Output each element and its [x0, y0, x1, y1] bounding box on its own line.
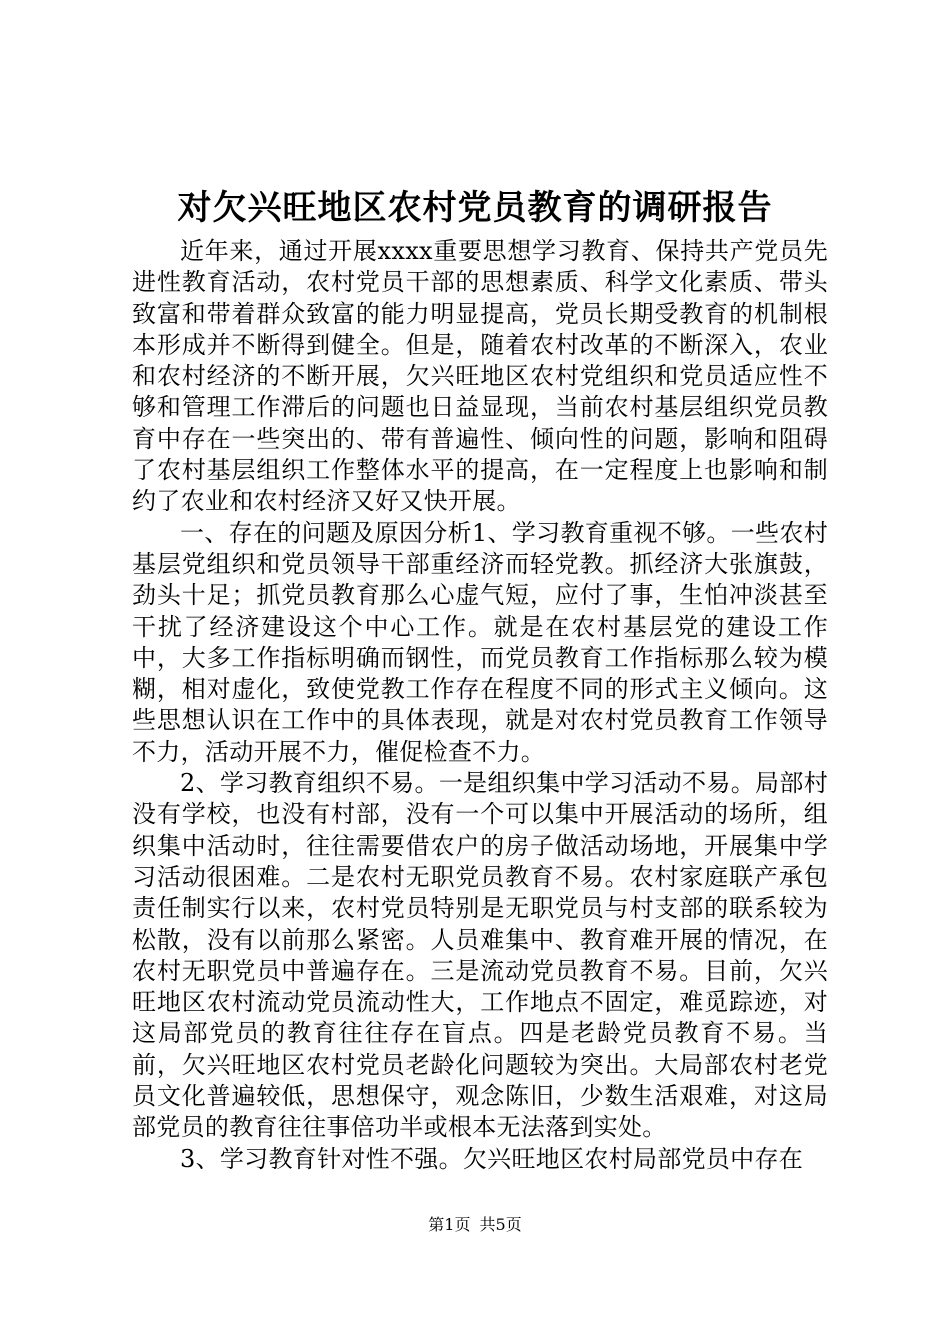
page-total: 共5页 — [479, 1215, 522, 1234]
paragraph-targeting: 3、学习教育针对性不强。欠兴旺地区农村局部党员中存在 — [180, 1144, 804, 1173]
page-footer — [0, 1214, 950, 1236]
paragraph-problems: 一、存在的问题及原因分析1、学习教育重视不够。一些农村基层党组织和党员领导干部重经济而轻党教。抓经济大张旗鼓，劲头十足；抓党员教育那么心虚气短，应付了事，生怕冲淡甚至干扰了经济建设这个中心工作。就是在农村基层党的建设工作中，大多工作指标明确而钢性，而党员教育工作指标那么较为模糊，相对虚化，致使党教工作存在程度不同的形式主义倾向。这些思想认识在工作中的具体表现，就是对农村党员教育工作领导不力，活动开展不力，催促检查不力。 — [132, 518, 828, 766]
document-title: 对欠兴旺地区农村党员教育的调研报告 — [177, 188, 773, 228]
paragraph-intro: 近年来，通过开展xxxx重要思想学习教育、保持共产党员先进性教育活动，农村党员干部的思想素质、科学文化素质、带头致富和带着群众致富的能力明显提高，党员长期受教育的机制根本形成并不断得到健全。但是，随着农村改革的不断深入，农业和农村经济的不断开展，欠兴旺地区农村党组织和党员适应性不够和管理工作滞后的问题也日益显现，当前农村基层组织党员教育中存在一些突出的、带有普遍性、倾向性的问题，影响和阻碍了农村基层组织工作整体水平的提高，在一定程度上也影响和制约了农业和农村经济又好又快开展。 — [132, 237, 828, 516]
paragraph-organization: 2、学习教育组织不易。一是组织集中学习活动不易。局部村没有学校，也没有村部，没有一个可以集中开展活动的场所，组织集中活动时，往往需要借农户的房子做活动场地，开展集中学习活动很困难。二是农村无职党员教育不易。农村家庭联产承包责任制实行以来，农村党员特别是无职党员与村支部的联系较为松散，没有以前那么紧密。人员难集中、教育难开展的情况，在农村无职党员中普遍存在。三是流动党员教育不易。目前，欠兴旺地区农村流动党员流动性大，工作地点不固定，难觅踪迹，对这局部党员的教育往往存在盲点。四是老龄党员教育不易。当前，欠兴旺地区农村党员老龄化问题较为突出。大局部农村老党员文化普遍较低，思想保守，观念陈旧，少数生活艰难，对这局部党员的教育往往事倍功半或根本无法落到实处。 — [132, 769, 828, 1142]
document-body — [132, 236, 828, 1175]
page-number: 第1页 — [428, 1215, 471, 1234]
